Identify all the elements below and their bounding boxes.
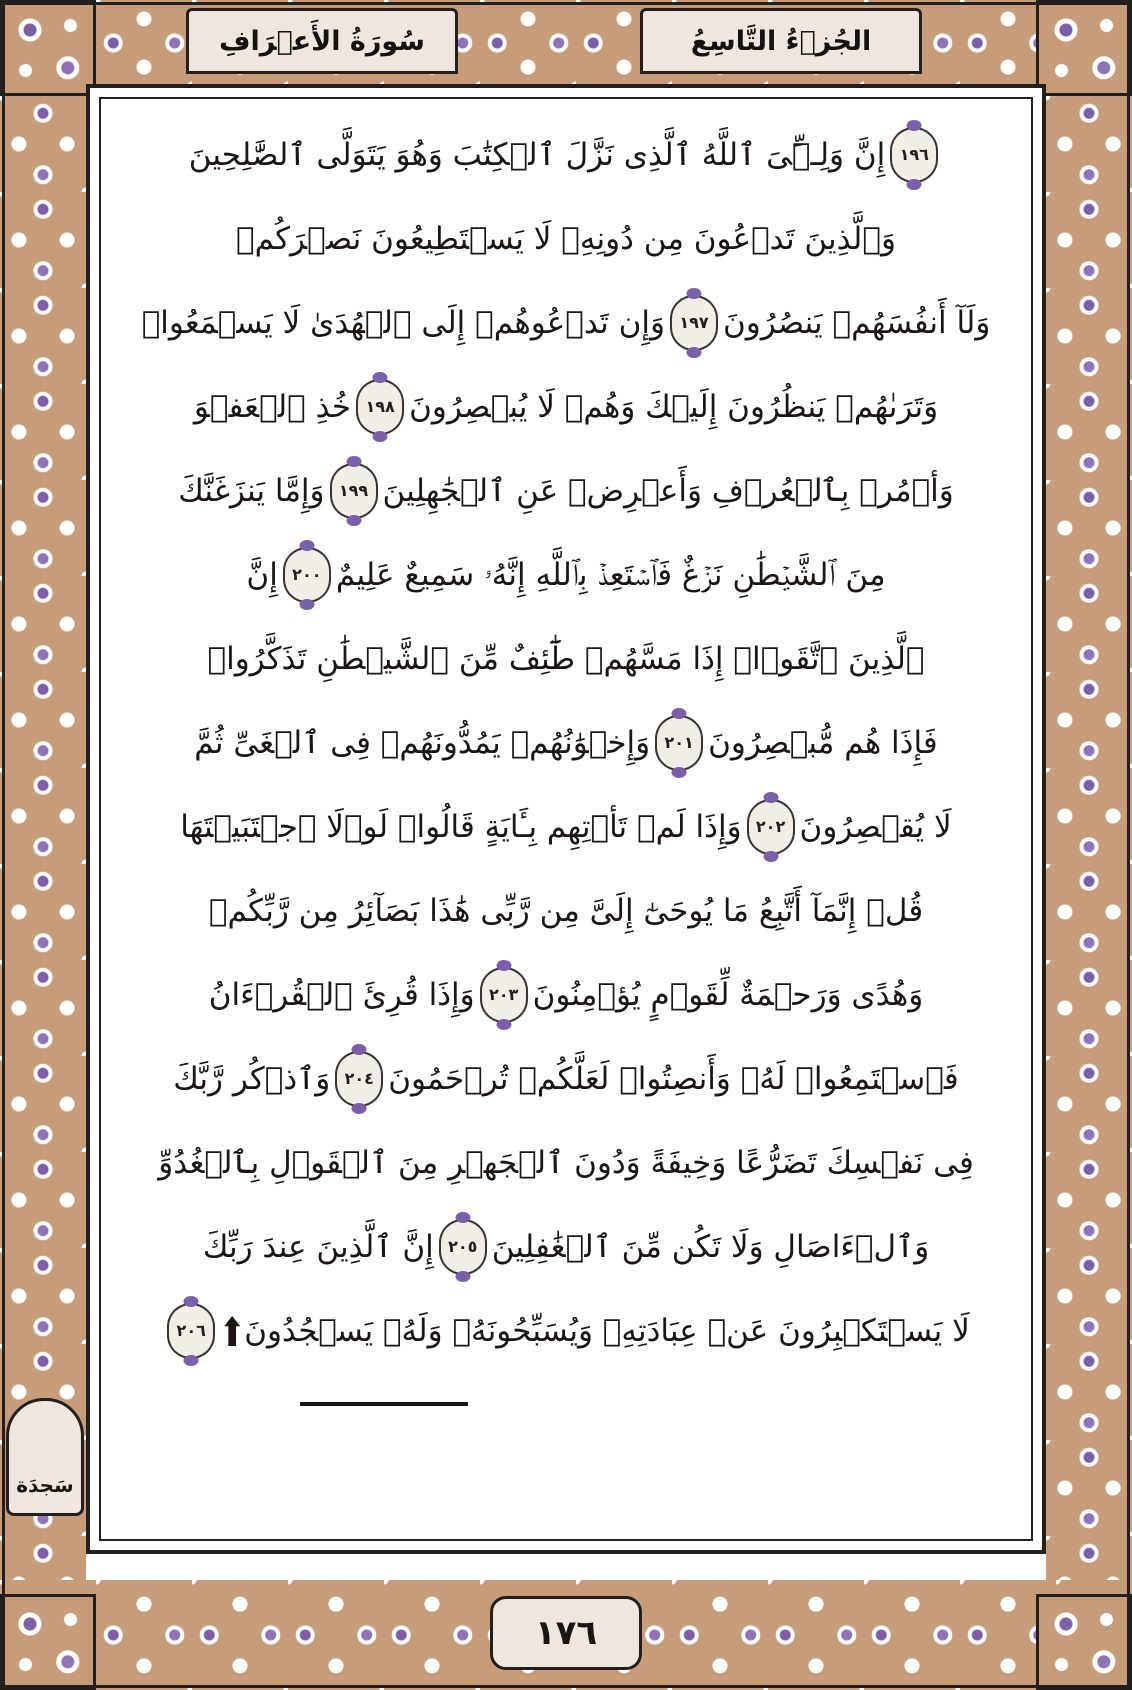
ayah-text-text_after: خُذِ ٱلۡعَفۡوَ xyxy=(193,388,352,425)
sajdah-arrow-icon xyxy=(224,1316,240,1346)
ayah-text-text: فِى نَفۡسِكَ تَضَرُّعًا وَخِيفَةً وَدُونَ ٱلۡجَهۡرِ مِنَ ٱلۡقَوۡلِ بِٱلۡغُدُوِّ xyxy=(158,1144,974,1181)
quran-line xyxy=(119,1289,1013,1373)
ayah-text-text_after: وَإِمَّا يَنزَغَنَّكَ xyxy=(178,472,325,509)
quran-line xyxy=(119,617,1013,701)
ayah-text-text: إِنَّ وَلِـِّۧىَ ٱللَّهُ ٱلَّذِى نَزَّلَ ٱلۡكِتَٰبَ وَهُوَ يَتَوَلَّى ٱلصَّٰلِحِينَ xyxy=(188,136,886,173)
ayah-number-medallion[interactable]: ١٩٧ xyxy=(670,295,718,351)
ayah-number-medallion[interactable]: ٢٠٠ xyxy=(283,547,331,603)
ayah-text-text_after: إِنَّ xyxy=(246,556,278,593)
sajdah-label-text: سَجدَة xyxy=(16,1473,74,1497)
border-right-arabesque xyxy=(1046,0,1132,1690)
ayah-number-medallion[interactable]: ٢٠٥ xyxy=(439,1219,487,1275)
page-number-text: ١٧٦ xyxy=(534,1613,598,1653)
ayah-number-medallion[interactable]: ١٩٦ xyxy=(890,127,938,183)
quran-line xyxy=(119,365,1013,449)
ayah-text-text_before: وَتَرَىٰهُمۡ يَنظُرُونَ إِلَيۡكَ وَهُمۡ لَا يُبۡصِرُونَ xyxy=(409,388,939,425)
quran-line xyxy=(119,869,1013,953)
quran-text-area xyxy=(99,97,1033,1541)
ayah-text-text_before: مِنَ ٱلشَّيۡطَٰنِ نَزۡغٌ فَٱسۡتَعِذۡ بِٱللَّهِ إِنَّهُۥ سَمِيعٌ عَلِيمٌ xyxy=(335,556,886,593)
quran-line xyxy=(119,113,1013,197)
page-footer xyxy=(0,1580,1132,1690)
quran-line xyxy=(119,197,1013,281)
quran-line xyxy=(119,281,1013,365)
ayah-text-text_before: لَا يُقۡصِرُونَ xyxy=(799,808,952,845)
ayah-number-medallion[interactable]: ٢٠٤ xyxy=(335,1051,383,1107)
sajdah-marker-cartouche xyxy=(6,1398,84,1516)
ayah-text-text_before: وَٱلۡءَاصَالِ وَلَا تَكُن مِّنَ ٱلۡغَٰفِلِينَ xyxy=(491,1228,930,1265)
ayah-text-text_after: إِنَّ ٱلَّذِينَ عِندَ رَبِّكَ xyxy=(202,1228,434,1265)
juz-name-cartouche xyxy=(640,8,922,74)
quran-line xyxy=(119,1037,1013,1121)
ayah-text-text_after: وَإِخۡوَٰنُهُمۡ يَمُدُّونَهُمۡ فِى ٱلۡغَىِّ ثُمَّ xyxy=(194,724,651,761)
quran-text-panel xyxy=(86,84,1046,1554)
surah-name-text: سُورَةُ الأَعۡرَافِ xyxy=(219,25,425,57)
ayah-number-medallion[interactable]: ١٩٨ xyxy=(356,379,404,435)
ayah-text-text_after: وَإِذَا قُرِئَ ٱلۡقُرۡءَانُ xyxy=(208,976,475,1013)
ayah-text-text_before: فَإِذَا هُم مُّبۡصِرُونَ xyxy=(708,724,938,761)
quran-line xyxy=(119,953,1013,1037)
sajdah-underline-rule xyxy=(300,1402,468,1406)
ayah-number-medallion[interactable]: ١٩٩ xyxy=(330,463,378,519)
ayah-text-text: ٱلَّذِينَ ٱتَّقَوۡا۟ إِذَا مَسَّهُمۡ طَٰٓئِفٌ مِّنَ ٱلشَّيۡطَٰنِ تَذَكَّرُوا۟ xyxy=(207,640,925,677)
ayah-text-text_before: فَٱسۡتَمِعُوا۟ لَهُۥ وَأَنصِتُوا۟ لَعَلَّكُمۡ تُرۡحَمُونَ xyxy=(388,1060,959,1097)
quran-line xyxy=(119,701,1013,785)
quran-line xyxy=(119,1205,1013,1289)
ayah-text-text: وَٱلَّذِينَ تَدۡعُونَ مِن دُونِهِۦ لَا يَسۡتَطِيعُونَ نَصۡرَكُمۡ xyxy=(236,220,896,257)
ayah-text-text_before: وَأۡمُرۡ بِٱلۡعُرۡفِ وَأَعۡرِضۡ عَنِ ٱلۡجَٰهِلِينَ xyxy=(382,472,954,509)
ayah-number-medallion[interactable]: ٢٠٦ xyxy=(167,1303,215,1359)
page-number-cartouche xyxy=(490,1596,642,1670)
quran-line xyxy=(119,1121,1013,1205)
quran-line xyxy=(119,785,1013,869)
ayah-text-text: قُلۡ إِنَّمَآ أَتَّبِعُ مَا يُوحَىٰٓ إِلَىَّ مِن رَّبِّى هَٰذَا بَصَآئِرُ مِن رَّبِّكُمۡ xyxy=(208,892,924,929)
ayah-number-medallion[interactable]: ٢٠٢ xyxy=(747,799,795,855)
quran-line xyxy=(119,533,1013,617)
page-header xyxy=(0,0,1132,86)
ayah-text-text_before: لَا يَسۡتَكۡبِرُونَ عَنۡ عِبَادَتِهِۦ وَيُسَبِّحُونَهُۥ وَلَهُۥ يَسۡجُدُونَ xyxy=(244,1312,970,1349)
ayah-text-text_after: وَإِن تَدۡعُوهُمۡ إِلَى ٱلۡهُدَىٰ لَا يَسۡمَعُوا۟ xyxy=(141,304,665,341)
ayah-number-medallion[interactable]: ٢٠١ xyxy=(655,715,703,771)
juz-name-text: الجُزۡءُ التَّاسِعُ xyxy=(690,25,872,57)
surah-name-cartouche xyxy=(186,8,458,74)
ayah-number-medallion[interactable]: ٢٠٣ xyxy=(480,967,528,1023)
ayah-text-text_before: وَلَآ أَنفُسَهُمۡ يَنصُرُونَ xyxy=(722,304,991,341)
ayah-text-text_before: وَهُدًى وَرَحۡمَةٌ لِّقَوۡمٍ يُؤۡمِنُونَ xyxy=(532,976,924,1013)
ayah-text-text_after: وَٱذۡكُر رَّبَّكَ xyxy=(173,1060,331,1097)
quran-line xyxy=(119,449,1013,533)
ayah-text-text_after: وَإِذَا لَمۡ تَأۡتِهِم بِـَٔايَةٍ قَالُوا۟ لَوۡلَا ٱجۡتَبَيۡتَهَا xyxy=(180,808,742,845)
